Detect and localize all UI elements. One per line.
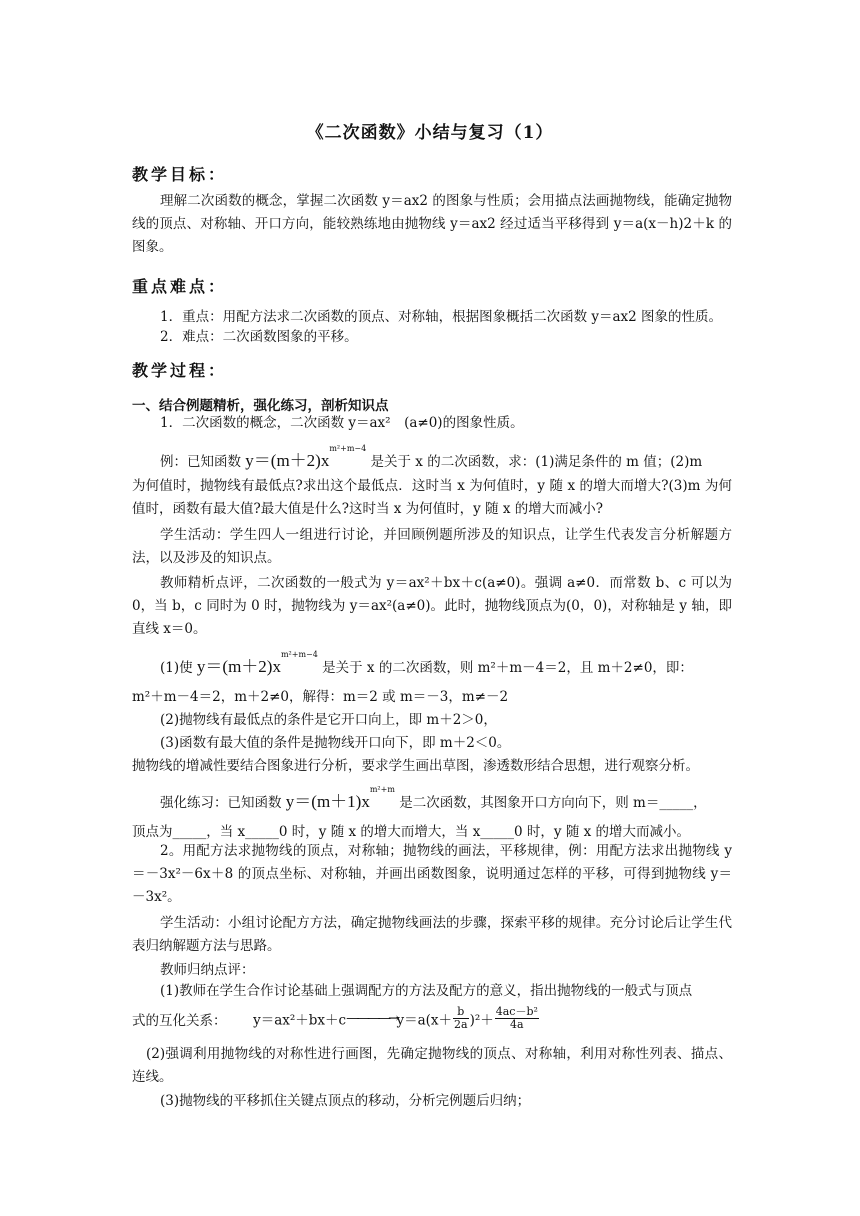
example-continuation: 为何值时，抛物线有最低点?求出这个最低点．这时当 x 为何值时，y 随 x 的增大而增大?(3)m 为何值时，函数有最大值?最大值是什么?这时当 x 为何值时，y 随 x 的增大而减小? — [132, 478, 732, 517]
item-2: 2。用配方法求抛物线的顶点，对称轴；抛物线的画法，平移规律，例：用配方法求出抛物线 y＝－3x²－6x＋8 的顶点坐标、对称轴，并画出函数图象，说明通过怎样的平移，可得到抛物线 y＝－3x²。 — [132, 843, 732, 905]
solution-1-exponent: m²+m−4 — [280, 650, 318, 659]
key-points-heading: 重点难点： — [132, 277, 228, 296]
goal-text: 理解二次函数的概念，掌握二次函数 y＝ax2 的图象与性质；会用描点法画抛物线，能确定抛物线的顶点、对称轴、开口方向，能较熟练地由抛物线 y＝ax2 经过适当平移得到 y＝a(x－h)2＋k 的图象。 — [132, 193, 732, 255]
page-title: 《二次函数》小结与复习（1） — [306, 123, 554, 143]
practice-exponent: m²+m — [369, 785, 395, 794]
general-form: y＝ax²＋bx＋c — [253, 1012, 347, 1029]
vertex-form-start: y＝a(x＋ — [396, 1012, 452, 1029]
fraction-b-over-2a — [453, 1006, 469, 1031]
fraction-4ac-minus-b2-over-4a — [495, 1006, 539, 1031]
practice-continuation: 顶点为_____，当 x_____0 时，y 随 x 的增大而增大，当 x_____0 时，y 随 x 的增大而减小。 — [132, 824, 691, 840]
example-intro: 例：已知函数 — [160, 454, 241, 470]
part1-heading: 一、结合例题精析，强化练习，剖析知识点 — [132, 398, 389, 414]
solution-2: (2)抛物线有最低点的条件是它开口向上，即 m＋2＞0， — [160, 712, 497, 728]
fraction-1-denominator: 2a — [454, 1018, 468, 1031]
solution-1-text: 是关于 x 的二次函数，则 m²＋m－4＝2，且 m＋2≠0，即： — [322, 660, 693, 676]
summary-1: (1)教师在学生合作讨论基础上强调配方的方法及配方的意义，指出抛物线的一般式与顶点 — [160, 983, 693, 999]
practice-formula: y＝(m＋1)x — [285, 792, 370, 811]
student-activity-2: 学生活动：小组讨论配方方法，确定抛物线画法的步骤，探索平移的规律。充分讨论后让学生代表归纳解题方法与思路。 — [132, 915, 732, 954]
item-1: 1．二次函数的概念，二次函数 y＝ax² (a≠0)的图象性质。 — [160, 415, 524, 431]
student-activity-1: 学生活动：学生四人一组进行讨论，并回顾例题所涉及的知识点，让学生代表发言分析解题方法，以及涉及的知识点。 — [132, 527, 732, 566]
process-heading: 教学过程： — [132, 361, 228, 380]
vertex-form-square: )²＋ — [469, 1012, 494, 1029]
formula-line — [132, 1006, 540, 1031]
teacher-summary-heading: 教师归纳点评： — [160, 962, 255, 978]
solution-1-continuation: m²＋m－4＝2，m＋2≠0，解得：m＝2 或 m＝－3，m≠－2 — [132, 689, 509, 705]
practice-question: 是二次函数，其图象开口方向向下，则 m＝_____， — [399, 795, 707, 811]
solution-1-intro: (1)使 — [160, 660, 193, 676]
solution-1-formula: y＝(m＋2)x — [196, 657, 281, 676]
summary-2: (2)强调利用抛物线的对称性进行画图，先确定抛物线的顶点、对称轴，利用对称性列表、描点、连线。 — [132, 1046, 732, 1085]
fraction-1-numerator: b — [453, 1006, 469, 1019]
fraction-2-numerator: 4ac－b² — [495, 1005, 538, 1018]
fraction-2-denominator: 4a — [510, 1018, 524, 1031]
summary-3: (3)抛物线的平移抓住关键点顶点的移动，分析完例题后归纳； — [160, 1093, 531, 1109]
example-exponent: m²+m−4 — [329, 444, 367, 453]
teacher-comment-1: 教师精析点评，二次函数的一般式为 y＝ax²＋bx＋c(a≠0)。强调 a≠0．而常数 b、c 可以为 0，当 b，c 同时为 0 时，抛物线为 y＝ax²(a≠0)。此时，抛物线顶点为(0，0)，对称轴是 y 轴，即直线 x＝0。 — [132, 575, 732, 637]
practice-intro: 强化练习：已知函数 — [160, 795, 282, 811]
example-question: 是关于 x 的二次函数，求：(1)满足条件的 m 值；(2)m — [370, 454, 703, 470]
solution-3: (3)函数有最大值的条件是抛物线开口向下，即 m＋2＜0。 — [160, 735, 511, 751]
practice-line — [160, 787, 707, 812]
example-formula: y＝(m＋2)x — [245, 451, 330, 470]
goal-heading: 教学目标： — [132, 165, 228, 184]
conversion-arrow: ————→ — [346, 1010, 397, 1027]
key-point-2: 2．难点：二次函数图象的平移。 — [160, 329, 358, 345]
solution-note: 抛物线的增减性要结合图象进行分析，要求学生画出草图，渗透数形结合思想，进行观察分析。 — [132, 758, 699, 774]
summary-1-label: 式的互化关系： — [132, 1012, 227, 1029]
key-point-1: 1．重点：用配方法求二次函数的顶点、对称轴，根据图象概括二次函数 y＝ax2 图象的性质。 — [160, 309, 723, 325]
solution-1-line — [160, 652, 693, 677]
example-line — [160, 446, 702, 471]
